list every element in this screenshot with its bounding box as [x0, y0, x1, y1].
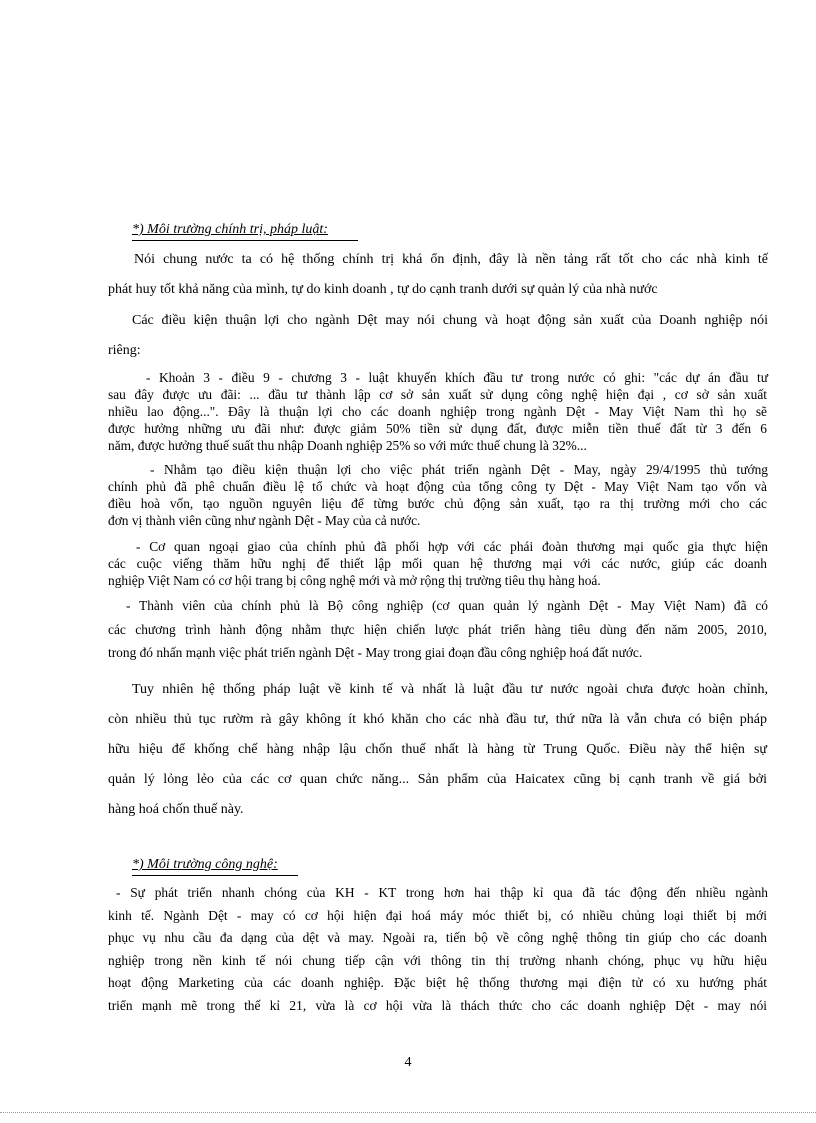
- text-line: chính phủ đã phê chuẩn điều lệ tổ chức và hoạt động của tổng công ty Dệt - May Việt Nam tạo vốn và: [108, 479, 767, 494]
- text-line: kinh tế. Ngành Dệt - may có cơ hội hiện đại hoá máy móc thiết bị, có nhiều chủng loại thiết bị mới: [108, 908, 767, 923]
- page-number: 4: [404, 1055, 412, 1070]
- text-line: Tuy nhiên hệ thống pháp luật về kinh tế và nhất là luật đầu tư nước ngoài chưa được hoàn chỉnh,: [132, 682, 768, 697]
- text-line: hoạt động Marketing của các doanh nghiệp. Đặc biệt hệ thống thương mại điện tử có xu hướng phát: [108, 975, 767, 990]
- text-line: sau đây được ưu đãi: ... đầu tư thành lập cơ sở sản xuất sử dụng công nghệ hiện đại , cơ sở sản xuất: [108, 387, 767, 402]
- text-line: Nói chung nước ta có hệ thống chính trị khá ổn định, đây là nền tảng rất tốt cho các nhà kinh tế: [134, 252, 768, 267]
- text-line: nhiều lao động...". Đây là thuận lợi cho các doanh nghiệp trong ngành Dệt - May Việt Nam thì họ sẽ: [108, 404, 767, 419]
- text-line: các chương trình hành động nhằm thực hiện chiến lược phát triển hàng tiêu dùng đến năm 2005, 2010,: [108, 622, 767, 637]
- heading-underline: [132, 875, 298, 876]
- text-line: nghiệp trong nền kinh tế nói chung tiếp cận với thông tin thị trường nhanh chóng, phục vụ hữu hiệu: [108, 953, 767, 968]
- text-line: triển mạnh mẽ trong thế kỉ 21, vừa là cơ hội vừa là thách thức cho các doanh nghiệp Dệt - may nói: [108, 998, 767, 1013]
- text-line: - Khoản 3 - điều 9 - chương 3 - luật khuyến khích đầu tư trong nước có ghi: "các dự án đầu tư: [146, 370, 768, 385]
- section-heading-politics: *) Môi trường chính trị, pháp luật:: [132, 222, 328, 237]
- text-line: hữu hiệu để khống chế hàng nhập lậu chốn thuế nhất là hàng từ Trung Quốc. Điều này thể hiện sự: [108, 742, 767, 757]
- text-line: năm, được hưởng thuế suất thu nhập Doanh nghiệp 25% so với mức thuế chung là 32%...: [108, 438, 587, 453]
- text-line: nghiệp Việt Nam có cơ hội trang bị công nghệ mới và mở rộng thị trường tiêu thụ hàng hoá.: [108, 573, 601, 588]
- heading-underline: [132, 240, 358, 241]
- text-line: quản lý lỏng lẻo của các cơ quan chức năng... Sản phẩm của Haicatex cũng bị cạnh tranh về giá bởi: [108, 772, 767, 787]
- text-line: - Cơ quan ngoại giao của chính phủ đã phối hợp với các phái đoàn thương mại quốc gia thực hiện: [136, 539, 768, 554]
- text-line: phát huy tốt khả năng của mình, tự do kinh doanh , tự do cạnh tranh dưới sự quản lý của nhà nước: [108, 282, 658, 297]
- text-line: đơn vị thành viên cũng như ngành Dệt - May của cả nước.: [108, 513, 421, 528]
- text-line: các cuộc viếng thăm hữu nghị để thiết lập mối quan hệ thương mại với các nước, giúp các doanh: [108, 556, 767, 571]
- text-line: trong đó nhấn mạnh việc phát triển ngành Dệt - May trong giai đoạn đầu công nghiệp hoá đất nước.: [108, 645, 643, 660]
- text-line: hàng hoá chốn thuế này.: [108, 802, 244, 817]
- text-line: - Thành viên của chính phủ là Bộ công nghiệp (cơ quan quản lý ngành Dệt - May Việt Nam) đã có: [126, 598, 768, 613]
- text-line: Các điều kiện thuận lợi cho ngành Dệt may nói chung và hoạt động sản xuất của Doanh nghiệp nói: [132, 313, 768, 328]
- text-line: - Sự phát triển nhanh chóng của KH - KT trong hơn hai thập kỉ qua đã tác động đến nhiều ngành: [116, 885, 768, 900]
- text-line: riêng:: [108, 343, 141, 358]
- section-heading-technology: *) Môi trường công nghệ:: [132, 857, 278, 872]
- page-bottom-divider: [0, 1112, 816, 1113]
- text-line: điều hoà vốn, tạo nguồn nguyên liệu để từng bước chủ động sản xuất, tạo ra thị trường mới cho các: [108, 496, 767, 511]
- text-line: - Nhằm tạo điều kiện thuận lợi cho việc phát triển ngành Dệt - May, ngày 29/4/1995 thủ tướng: [150, 462, 768, 477]
- text-line: được hưởng những ưu đãi như: được giảm 50% tiền sử dụng đất, được miễn tiền thuế đất từ 3 đến 6: [108, 421, 767, 436]
- text-line: còn nhiều thủ tục rườm rà gây không ít khó khăn cho các nhà đầu tư, thứ nữa là vẫn chưa có biện pháp: [108, 712, 767, 727]
- text-line: phục vụ nhu cầu đa dạng của dệt và may. Ngoài ra, tiến bộ về công nghệ thông tin giúp cho các doanh: [108, 930, 767, 945]
